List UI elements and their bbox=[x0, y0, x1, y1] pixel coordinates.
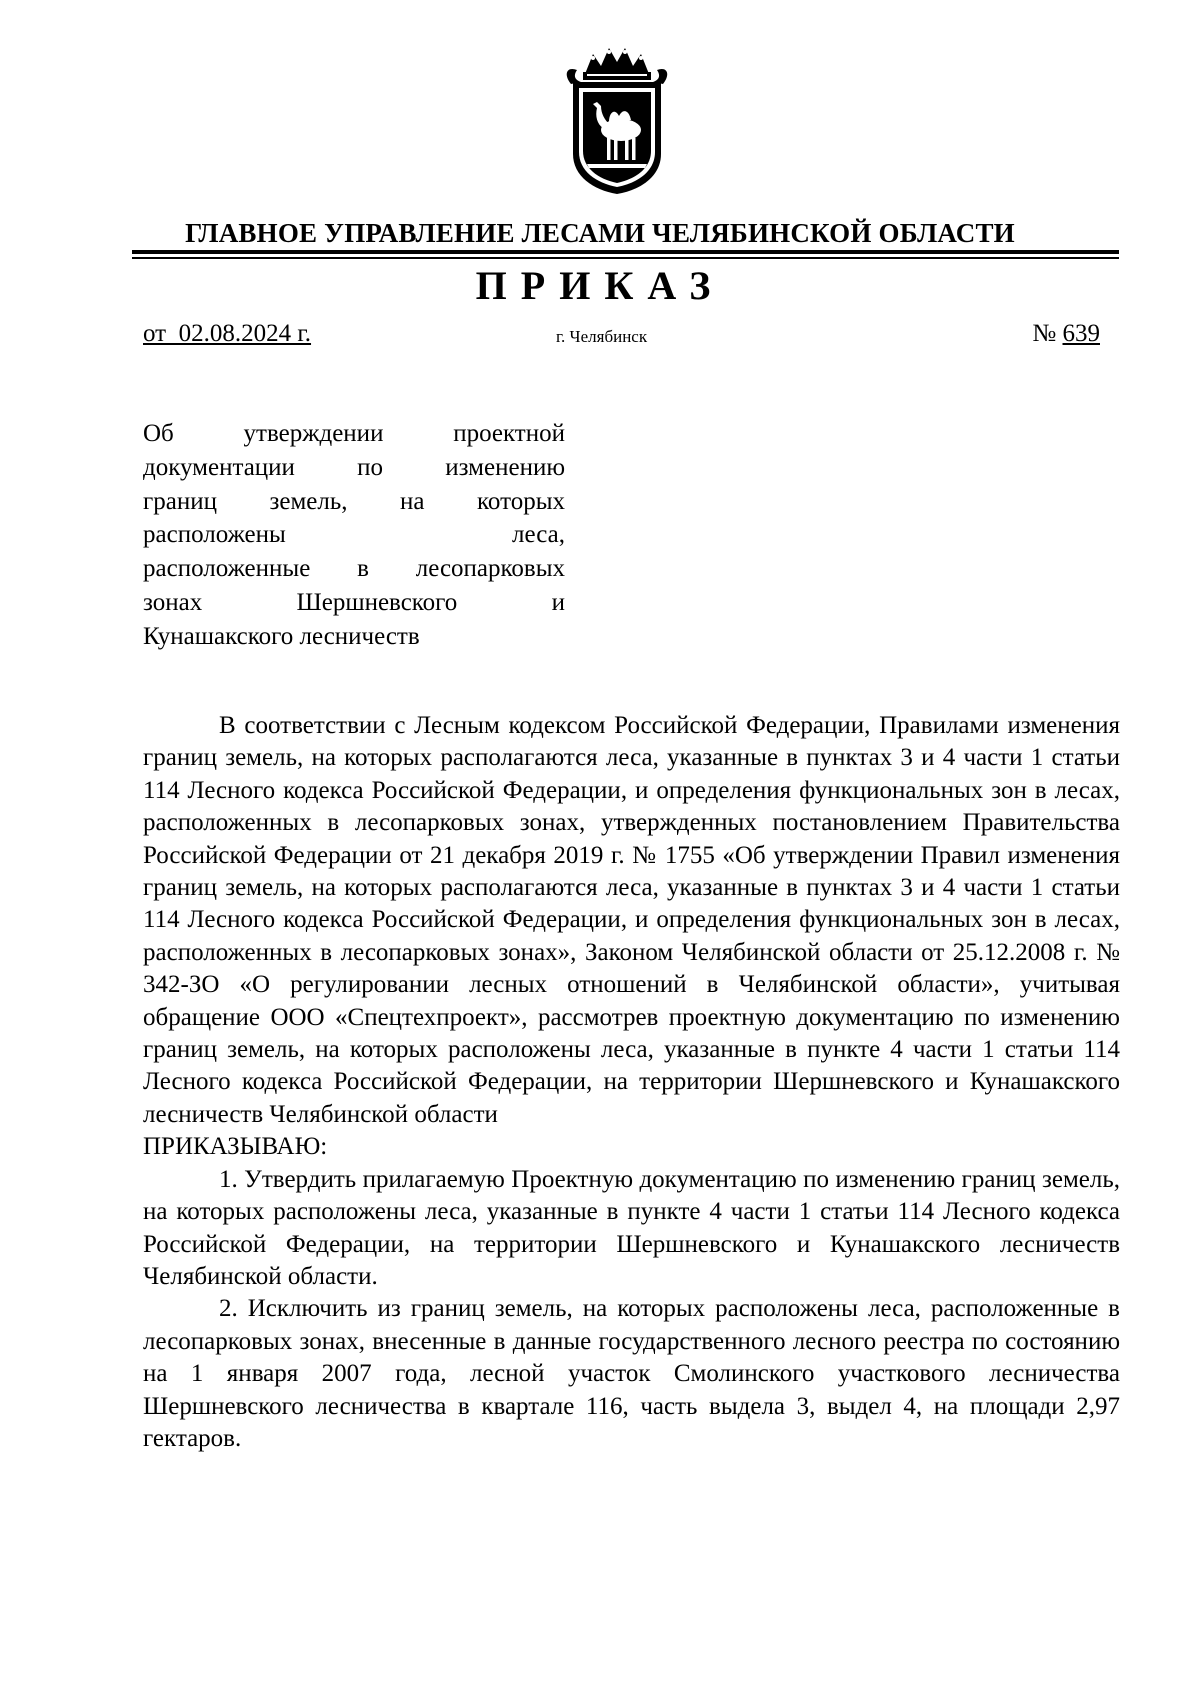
subject-line: документации по изменению bbox=[143, 453, 565, 481]
subject-line: зонах Шершневского и bbox=[143, 588, 565, 616]
subject-line: расположенные в лесопарковых bbox=[143, 555, 565, 583]
header-rule-thin bbox=[132, 257, 1119, 259]
document-subject bbox=[143, 417, 565, 654]
number-prefix: № bbox=[1032, 320, 1063, 347]
header-rule-thick bbox=[132, 250, 1119, 254]
subject-line: Кунашакского лесничеств bbox=[143, 622, 420, 650]
order-item: 2. Исключить из границ земель, на которых расположены леса, расположенные в лесопарковых зонах, внесенные в данные государственного лесного реестра по состоянию на 1 января 2007 года, лесной участок Смолинского участкового лесничества Шершневского лесничества в квартале 116, часть выдела 3, выдел 4, на площади 2,97 гектаров. bbox=[143, 1295, 1120, 1452]
subject-line: расположены леса, bbox=[143, 521, 565, 549]
order-item: 1. Утвердить прилагаемую Проектную документацию по изменению границ земель, на которых расположены леса, указанные в пункте 4 части 1 статьи 114 Лесного кодекса Российской Федерации, на территории Шершневского и Кунашакского лесничеств Челябинской области. bbox=[143, 1165, 1120, 1290]
document-city: г. Челябинск bbox=[556, 327, 648, 346]
order-word: ПРИКАЗЫВАЮ: bbox=[143, 1133, 328, 1161]
document-number bbox=[1032, 320, 1100, 348]
subject-line: Об утверждении проектной bbox=[143, 420, 565, 447]
document-type-title: ПРИКАЗ bbox=[475, 263, 725, 308]
coat-of-arms-icon bbox=[557, 44, 677, 196]
document-body bbox=[143, 710, 1120, 1455]
preamble-paragraph: В соответствии с Лесным кодексом Российской Федерации, Правилами изменения границ земель, на которых располагаются леса, указанные в пунктах 3 и 4 части 1 статьи 114 Лесного кодекса Российской Федерации, и определения функциональных зон в лесах, расположенных в лесопарковых зонах, утвержденных постановлением Правительства Российской Федерации от 21 декабря 2019 г. № 1755 «Об утверждении Правил изменения границ земель, на которых располагаются леса, указанные в пунктах 3 и 4 части 1 статьи 114 Лесного кодекса Российской Федерации, и определения функциональных зон в лесах, расположенных в лесопарковых зонах», Законом Челябинской области от 25.12.2008 г. № 342-ЗО «О регулировании лесных отношений в Челябинской области», учитывая обращение ООО «Спецтехпроект», рассмотрев проектную документацию по изменению границ земель, на которых расположены леса, указанные в пункте 4 части 1 статьи 114 Лесного кодекса Российской Федерации, на территории Шершневского и Кунашакского лесничеств Челябинской области bbox=[143, 712, 1120, 1128]
organization-title: ГЛАВНОЕ УПРАВЛЕНИЕ ЛЕСАМИ ЧЕЛЯБИНСКОЙ ОБЛАСТИ bbox=[185, 218, 1015, 248]
document-date: от 02.08.2024 г. bbox=[143, 320, 312, 347]
number-value: 639 bbox=[1062, 320, 1100, 347]
subject-line: границ земель, на которых bbox=[143, 487, 565, 515]
